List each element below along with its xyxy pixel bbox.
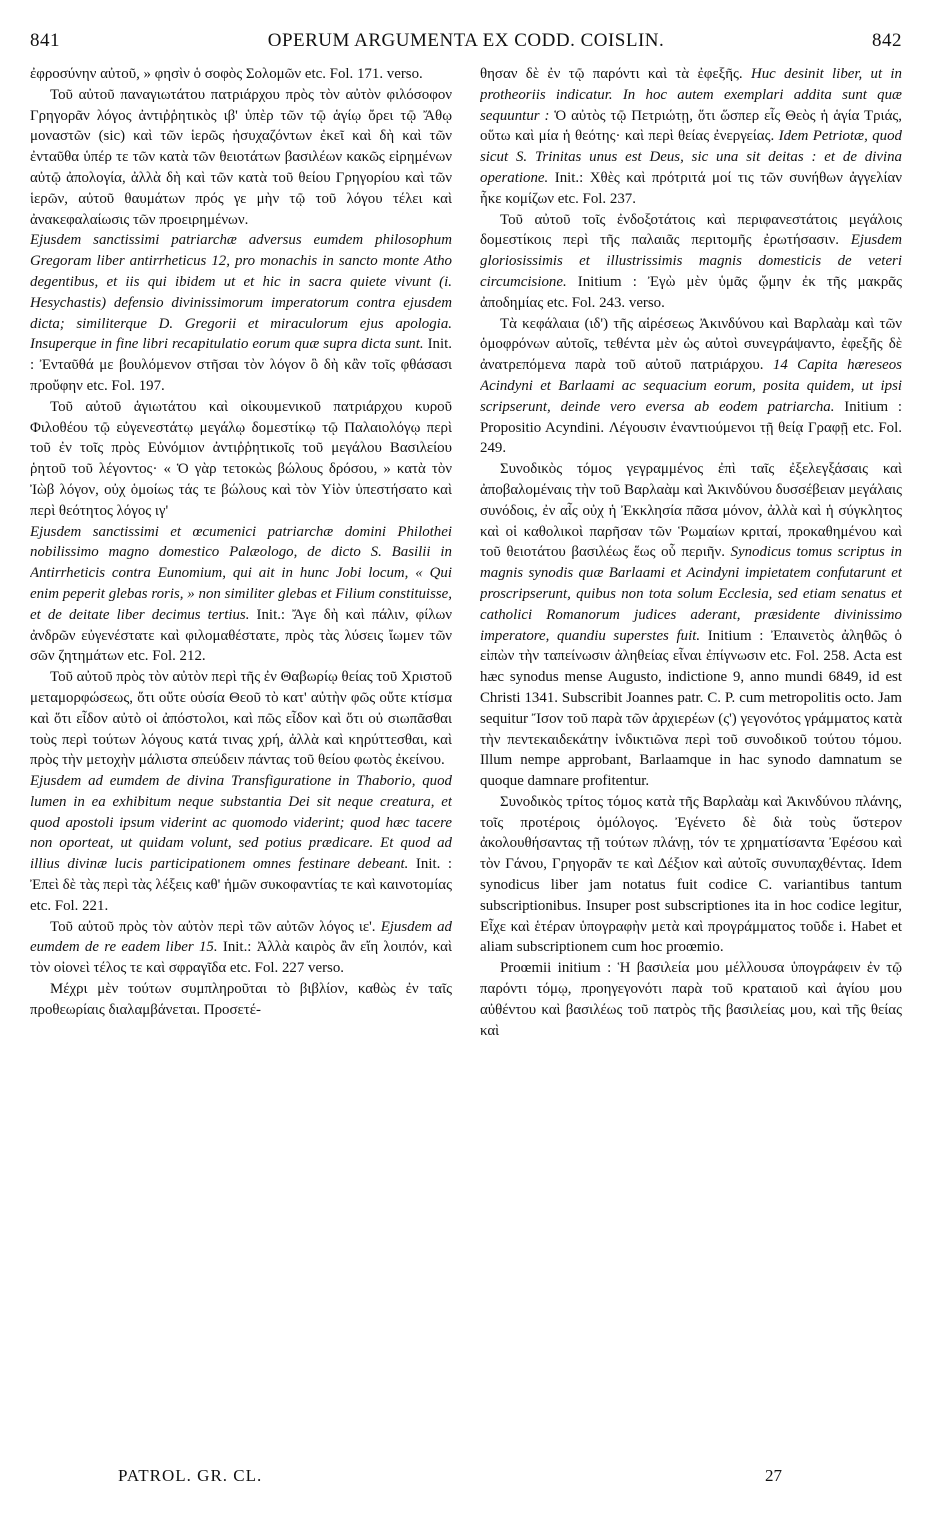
greek-title: Τὰ κεφάλαια (ιδ') τῆς αἱρέσεως Ἀκινδύνου καὶ Βαρλαὰμ καὶ τῶν ὁμοφρόνων αὐτοῖς, τεθέντα μὲν ὡς αὐτοὶ συνεγράψαντο, ἐφεξῆς δὲ ἀνατρεπόμενα παρὰ τοῦ αὐτοῦ πατριάρχου. <box>480 315 902 374</box>
latin-translation: Ejusdem gloriosissimis et illustrissimis magnis domesticis de veteri circumcisione. <box>480 232 902 290</box>
latin-note: Idem synodicus liber jam notatus fuit codice C. variantibus tantum subscriptionibus. Insuper post subscriptiones ita in hoc codice legitur, Εἶχε καὶ ἑτέραν ὑπογραφὴν μετὰ καὶ προγράμματος τοῦδε i. Habet et aliam subscriptionem cum hoc proœmio. <box>480 856 902 956</box>
paragraph <box>480 64 902 210</box>
paragraph-latin <box>30 522 452 668</box>
paragraph-greek <box>480 792 902 958</box>
greek-title: Συνοδικὸς τρίτος τόμος κατὰ τῆς Βαρλαὰμ καὶ Ἀκινδύνου πλάνης, τοῖς προτέροις ὁμόλογος. Ἐγένετο δὲ διὰ τοὺς ὕστερον ἀκολουθήσαντας τῇ τούτων πλάνῃ, τόν τε χρηματίσαντα Ἐφέσου καὶ τὸν Γάνου, Γρηγορᾶν τε καὶ Δέξιον καὶ αὐτοῖς συνυπαχθέντας. <box>480 793 902 873</box>
latin-translation: Ejusdem sanctissimi et œcumenici patriarchæ domini Philothei nobilissimo magno domestico Palæologo, de dicto S. Basilii in Antirrheticis contra Eunomium, qui ait in hunc Jobi locum, « Qui enim peperit glebas roris, » non similiter glebas et Filium constituisse, et de deitate liber decimus tertius. <box>30 523 452 623</box>
greek-title: Συνοδικὸς τόμος γεγραμμένος ἐπὶ ταῖς ἐξελεγξάσαις καὶ ἀποβαλομέναις τὴν τοῦ Βαρλαὰμ καὶ Ἀκινδύνου δυσσέβειαν μεγάλαις συνόδοις, ἐν αἷς οὐχ ἡ Ἐκκλησία πᾶσα μόνον, ἀλλὰ καὶ ἡ σύγκλητος καὶ οἱ καθολικοὶ παρῆσαν τῶν Ῥωμαίων κριταί, προκαθημένου καὶ τοῦ θειοτάτου βασιλέως ἕως οὗ περιῆν. <box>480 461 902 561</box>
paragraph-latin <box>30 230 452 396</box>
paragraph-greek <box>480 210 902 314</box>
incipit: Initium : Ἐγὼ μὲν ὑμᾶς ᾤμην ἐκ τῆς μακρᾶς ἀποδημίας etc. Fol. 243. verso. <box>480 273 902 311</box>
page-number-right: 842 <box>872 30 902 51</box>
paragraph-greek <box>30 917 452 979</box>
latin-translation: Ejusdem ad eumdem de re eadem liber 15. <box>30 918 452 956</box>
paragraph-greek <box>480 459 902 792</box>
latin-translation: Ejusdem ad eumdem de divina Transfiguratione in Thaborio, quod lumen in ea exhibitum neque substantia Dei sit neque creatura, et quod apostoli ipsum viderint ac quomodo viderint; quod hæc tacere non oporteat, ut quidam volunt, sed potius prædicare. Et quod ad illius divinæ lucis participationem omnes festinare debeant. <box>30 773 452 873</box>
incipit: Init.: Ἀλλὰ καιρὸς ἂν εἴη λοιπόν, καὶ τὸν οἰονεὶ τέλος τε καὶ σφραγῖδα etc. Fol. 227 verso. <box>30 939 452 977</box>
latin-translation: Idem Petriotæ, quod sicut S. Trinitas unus est Deus, sic una sit deitas : et de divina operatione. <box>480 128 902 186</box>
right-column <box>480 64 902 1504</box>
incipit: Initium : Ἐπαινετὸς ἀληθῶς ὁ εἰπὼν τὴν ταπείνωσιν ἀληθείας εἶναι ἐπίγνωσιν etc. Fol. 258. Acta est hæc synodus mense Augusto, indictione 9, anno mundi 6849, id est Christi 1341. Subscribit Joannes patr. C. P. cum metropolitis octo. Jam sequitur Ἴσον τοῦ παρὰ τῶν ἀρχιερέων (ς') γεγονότος γράμματος κατὰ τὴν πεντεκαιδεκάτην ἰνδικτιῶνα περὶ τοῦ συνοδικοῦ τούτου τόμου. Illum nempe approbant, Barlaamque in hac synodo damnatum se quoque damnare profitentur. <box>480 627 902 790</box>
paragraph-greek <box>480 314 902 460</box>
paragraph-greek: Τοῦ αὐτοῦ παναγιωτάτου πατριάρχου πρὸς τὸν αὐτὸν φιλόσοφον Γρηγορᾶν λόγος ἀντιῤῥητικὸς ιβ' ὑπὲρ τῶν τῷ ἁγίῳ ὄρει τῷ Ἄθῳ μοναστῶν (sic) καὶ τῶν ἱερῶς ἡσυχαζόντων ἐκεῖ καὶ δὴ καὶ τῶν ἐνταῦθα ὑπέρ τε τῶν κατὰ τῶν θειοτάτων βασιλέων κακῶς εἰρημένων αὐτῷ ἀπολογία, ἀλλὰ δὴ καὶ τῶν κατὰ τοῦ θείου Γρηγορίου καὶ τῶν ἱερῶν, αὐτοῦ θαυμάτων πρός γε μὴν τῷ τοῦ λόγου τέλει καὶ ἀνακεφαλαίωσις τῶν προειρημένων. <box>30 86 452 228</box>
incipit: Init. : Ἐπεὶ δὲ τὰς περὶ τὰς λέξεις καθ' ἡμῶν συκοφαντίας τε καὶ καινοτομίας etc. Fol. 221. <box>30 856 452 914</box>
incipit: Init.: Χθὲς καὶ πρότριτά μοί τις τῶν συνήθων ἀγγελίαν ἧκε κομίζων etc. Fol. 237. <box>480 169 902 207</box>
greek-title: Ὁ αὐτὸς τῷ Πετριώτῃ, ὅτι ὥσπερ εἷς Θεὸς ἡ ἁγία Τριάς, οὕτω καὶ μία ἡ θεότης· καὶ περὶ θείας ἐνεργείας. <box>480 107 902 145</box>
paragraph-greek: Τοῦ αὐτοῦ πρὸς τὸν αὐτὸν περὶ τῆς ἐν Θαβωρίῳ θείας τοῦ Χριστοῦ μεταμορφώσεως, ὅτι οὔτε οὐσία Θεοῦ τὸ κατ' αὐτὴν φῶς οὔτε κτίσμα καὶ ὅτι εἶδον αὐτὸ οἱ ἀπόστολοι, καὶ πῶς εἶδον καὶ ὅτι οὐ σιωπᾶσθαι τοὺς περὶ τούτων λόγους κατά τινας χρή, ἀλλὰ καὶ κηρύττεσθαι, καὶ πρὸς τὴν μετοχὴν μάλιστα σπεύδειν πάντας τοῦ θείου φωτὸς ἐκείνου. <box>30 669 452 769</box>
latin-translation: Huc desinit liber, ut in protheoriis indicatur. In hoc autem exemplari addita sunt quæ sequuntur : <box>480 66 902 124</box>
latin-translation: Synodicus tomus scriptus in magnis synodis quæ Barlaami et Acindyni impietatem confutarunt et proscripserunt, quibus non tota solum Ecclesia, sed etiam senatus et catholici Romanorum judices aderant, præsidente divinissimo imperatore, quandiu superstes fuit. <box>480 544 902 644</box>
greek-title: Τοῦ αὐτοῦ πρὸς τὸν αὐτὸν περὶ τῶν αὐτῶν λόγος ιε'. <box>50 918 376 935</box>
incipit: Init.: Ἄγε δὴ καὶ πάλιν, φίλων ἀνδρῶν εὐγενέστατε καὶ φιλομαθέστατε, πρὸς τὰς λύσεις ἴωμεν τῶν σῶν ζητημάτων etc. Fol. 212. <box>30 606 452 665</box>
running-header <box>30 30 902 58</box>
paragraph-greek: Proœmii initium : Ἡ βασιλεία μου μέλλουσα ὑπογράφειν ἐν τῷ παρόντι τόμῳ, προηγεγονότι παρὰ τοῦ κραταιοῦ καὶ ἁγίου μου αὐθέντου καὶ βασιλέως τοῦ πατρὸς τῆς βασιλείας μου, καὶ τῆς θείας καὶ <box>480 960 902 1039</box>
footer-signature: PATROL. GR. CL. <box>118 1466 263 1485</box>
paragraph-latin <box>30 771 452 917</box>
greek-continuation: θησαν δὲ ἐν τῷ παρόντι καὶ τὰ ἐφεξῆς. <box>480 66 743 82</box>
paragraph: ἐφροσύνην αὐτοῦ, » φησὶν ὁ σοφὸς Σολομῶν etc. Fol. 171. verso. <box>30 66 423 82</box>
paragraph-greek: Μέχρι μὲν τούτων συμπληροῦται τὸ βιβλίον, καθὼς ἐν ταῖς προθεωρίαις διαλαμβάνεται. Προσετέ- <box>30 981 452 1018</box>
incipit: Initium : Propositio Acyndini. Λέγουσιν ἐναντιούμενοι τῇ θείᾳ Γραφῇ etc. Fol. 249. <box>480 398 902 457</box>
incipit: Init. : Ἐνταῦθά με βουλόμενον στῆσαι τὸν λόγον ὃ δὴ κἂν τοῖς φθάσασι προὔφην etc. Fol. 197. <box>30 336 452 394</box>
running-title: OPERUM ARGUMENTA EX CODD. COISLIN. <box>267 30 665 51</box>
paragraph-greek: Τοῦ αὐτοῦ ἁγιωτάτου καὶ οἰκουμενικοῦ πατριάρχου κυροῦ Φιλοθέου τῷ εὐγενεστάτῳ μεγάλῳ δομεστίκῳ τῷ Παλαιολόγῳ περὶ τοῦ ἐν τοῖς πρὸς Εὐνόμιον ἀντιῤῥητικοῖς τοῦ μεγάλου Βασιλείου ῥητοῦ τοῦ λέγοντος· « Ὁ γὰρ τετοκὼς βώλους δρόσου, » κατὰ τὸν Ἰὼβ λόγον, οὐχ ὁμοίως τάς τε βώλους καὶ τὸν Υἱὸν ὑπεστήσατο καὶ περὶ θεότητος λόγος ιγ' <box>30 398 452 519</box>
page-number-left: 841 <box>30 30 60 51</box>
footer-gathering-number: 27 <box>765 1466 782 1485</box>
left-column <box>30 64 452 1504</box>
latin-translation: Ejusdem sanctissimi patriarchæ adversus eumdem philosophum Gregoram liber antirrheticus 12, pro monachis in sancto monte Atho degentibus, et iis qui ibidem ut et hic in sacra quiete vivunt (i. Hesychastis) defensio divinissimorum imperatorum contra ejusdem dicta; similiterque D. Gregorii et miraculorum ejus apologia. Insuperque in fine libri recapitulatio eorum quæ supra dicta sunt. <box>30 232 452 353</box>
latin-translation: 14 Capita hæreseos Acindyni et Barlaami ac sequacium eorum, posita quidem, ut ipsi scripserunt, deinde vero eversa ab eodem patriarcha. <box>480 357 902 415</box>
greek-title: Τοῦ αὐτοῦ τοῖς ἐνδοξοτάτοις καὶ περιφανεστάτοις μεγάλοις δομεστίκοις περὶ τῆς παλαιᾶς περιτομῆς ἐρωτήσασιν. <box>480 211 902 249</box>
